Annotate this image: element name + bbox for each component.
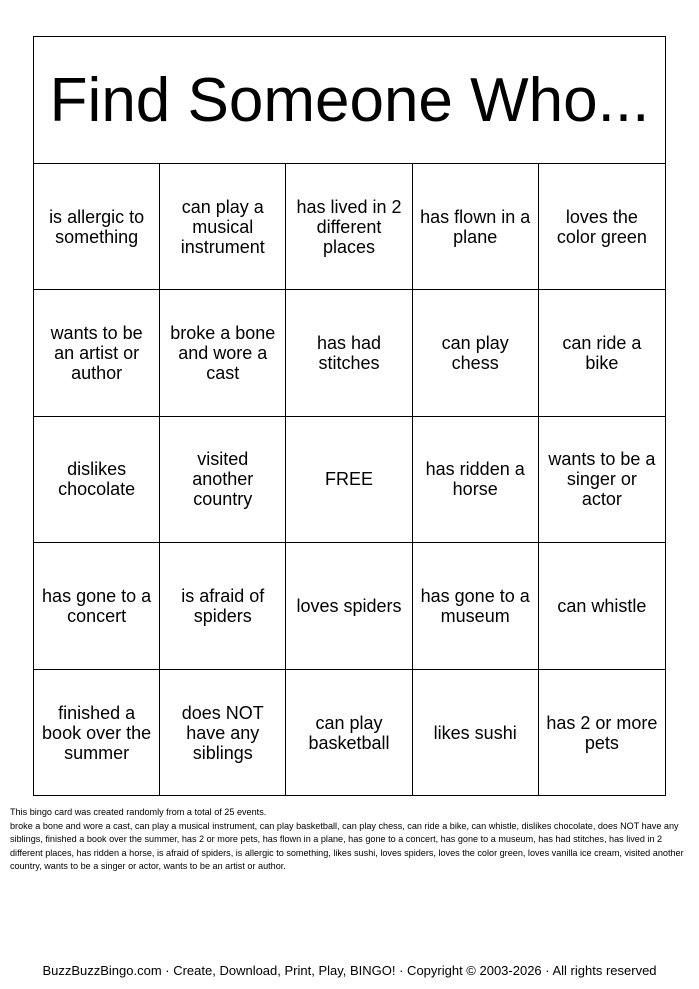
bingo-free-cell: FREE [286,417,412,543]
bingo-cell: broke a bone and wore a cast [160,290,286,416]
bingo-cell: finished a book over the summer [34,670,160,796]
bingo-cell: has flown in a plane [413,164,539,290]
bingo-cell: can whistle [539,543,665,669]
bingo-cell: likes sushi [413,670,539,796]
bingo-cell: has ridden a horse [413,417,539,543]
bingo-cell: has had stitches [286,290,412,416]
bingo-cell: has 2 or more pets [546,712,658,753]
bingo-cell: wants to be a singer or actor [539,417,665,543]
bingo-cell: visited another country [160,417,286,543]
bingo-cell: dislikes chocolate [34,417,160,543]
bingo-card [33,36,666,796]
bingo-cell: loves spiders [286,543,412,669]
bingo-cell: is afraid of spiders [160,543,286,669]
card-title: Find Someone Who... [34,37,665,164]
footer-copyright: BuzzBuzzBingo.com · Create, Download, Print, Play, BINGO! · Copyright © 2003-2026 · All rights reserved [42,963,657,978]
bingo-cell: has lived in 2 different places [286,164,412,290]
bingo-cell: has gone to a concert [34,543,160,669]
bingo-cell: can play chess [413,290,539,416]
bingo-cell: can play basketball [286,670,412,796]
card-event-list: broke a bone and wore a cast, can play a musical instrument, can play basketball, can play chess, can ride a bike, can whistle, dislikes chocolate, does NOT have any siblings, finished a book over the summer, has 2 or more pets, has flown in a plane, has gone to a concert, has gone to a museum, has had stitches, has lived in 2 different places, has ridden a horse, is afraid of spiders, is allergic to something, likes sushi, loves spiders, loves the color green, loves vanilla ice cream, visited another country, wants to be a singer or actor, wants to be an artist or author. [10,820,684,871]
bingo-cell: has gone to a museum [413,543,539,669]
bingo-cell: wants to be an artist or author [34,290,160,416]
bingo-cell: does NOT have any siblings [160,670,286,796]
card-info-intro: This bingo card was created randomly from a total of 25 events. [10,807,267,817]
bingo-cell: can ride a bike [539,290,665,416]
bingo-cell: loves the color green [539,164,665,290]
bingo-cell: is allergic to something [34,164,160,290]
bingo-cell: can play a musical instrument [160,164,286,290]
bingo-grid [34,164,665,796]
card-info-note [10,806,690,874]
